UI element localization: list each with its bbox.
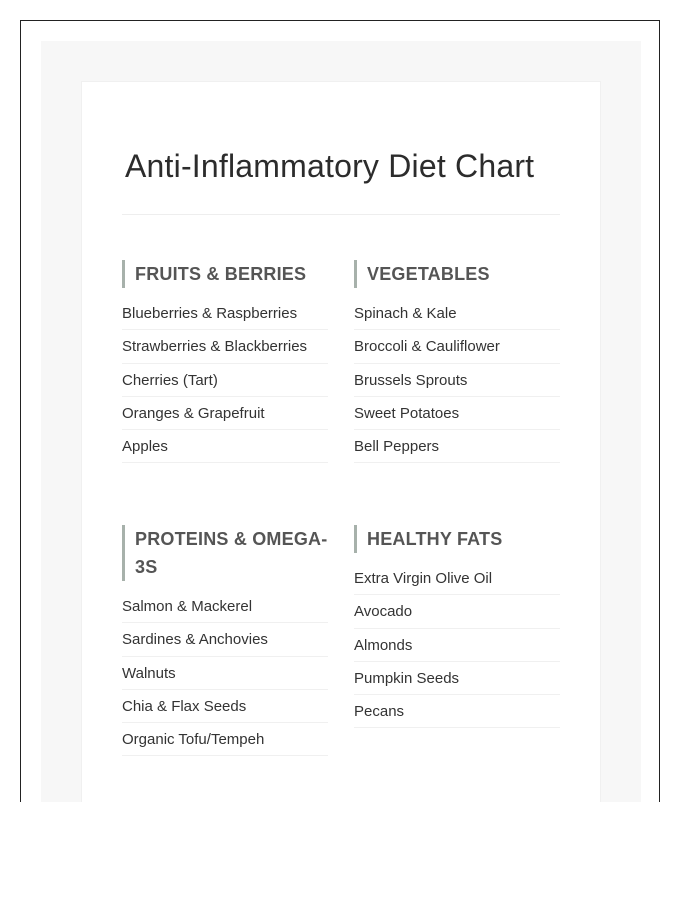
section-heading: VEGETABLES [354, 260, 560, 288]
section-heading: PROTEINS & OMEGA-3S [122, 525, 328, 581]
food-item: Organic Tofu/Tempeh [122, 723, 328, 756]
section-proteins-omega3 [122, 525, 328, 756]
food-item: Oranges & Grapefruit [122, 397, 328, 430]
food-item: Sweet Potatoes [354, 397, 560, 430]
food-item: Almonds [354, 629, 560, 662]
food-item: Sardines & Anchovies [122, 623, 328, 656]
food-item: Cherries (Tart) [122, 364, 328, 397]
food-item: Bell Peppers [354, 430, 560, 463]
food-item: Pumpkin Seeds [354, 662, 560, 695]
food-item: Salmon & Mackerel [122, 590, 328, 623]
food-item: Pecans [354, 695, 560, 728]
food-item: Blueberries & Raspberries [122, 297, 328, 330]
food-item: Strawberries & Blackberries [122, 330, 328, 363]
page-background [41, 41, 641, 802]
food-list [122, 297, 328, 463]
food-item: Brussels Sprouts [354, 364, 560, 397]
section-heading: FRUITS & BERRIES [122, 260, 328, 288]
food-item: Broccoli & Cauliflower [354, 330, 560, 363]
title-divider [122, 214, 560, 215]
food-list [122, 590, 328, 756]
document-frame [20, 20, 660, 802]
food-list [354, 297, 560, 463]
page-title: Anti-Inflammatory Diet Chart [125, 148, 535, 184]
food-item: Walnuts [122, 657, 328, 690]
food-item: Avocado [354, 595, 560, 628]
section-healthy-fats [354, 525, 560, 728]
section-fruits-berries [122, 260, 328, 463]
food-list [354, 562, 560, 728]
diet-chart-card [81, 81, 601, 802]
food-item: Extra Virgin Olive Oil [354, 562, 560, 595]
food-item: Apples [122, 430, 328, 463]
food-item: Spinach & Kale [354, 297, 560, 330]
section-heading: HEALTHY FATS [354, 525, 560, 553]
section-vegetables [354, 260, 560, 463]
food-item: Chia & Flax Seeds [122, 690, 328, 723]
